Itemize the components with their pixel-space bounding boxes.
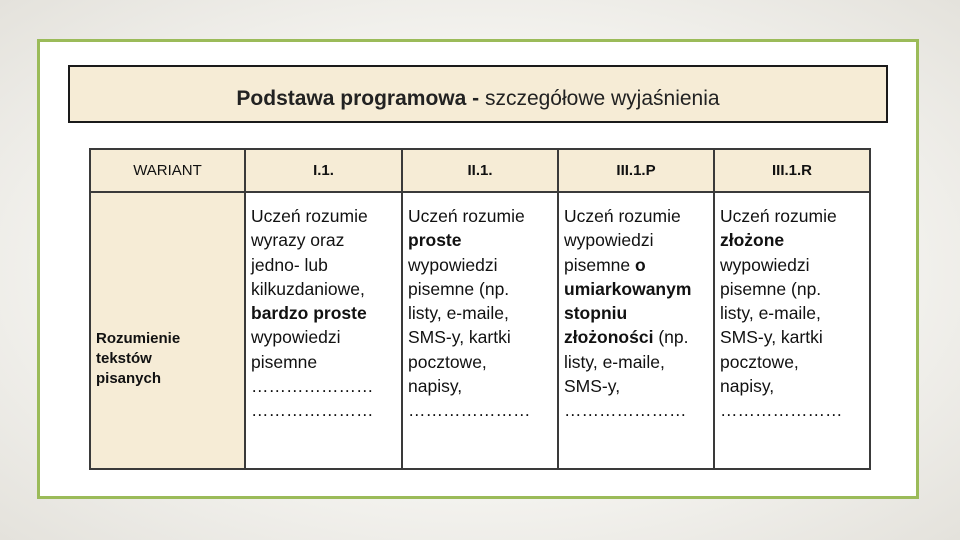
cell-line: złożoności (np. <box>564 327 689 348</box>
row-label-cell <box>90 192 245 469</box>
curriculum-table <box>89 148 871 470</box>
cell-line: ………………… <box>251 400 374 421</box>
cell-line: ………………… <box>251 376 374 397</box>
cell-line: Uczeń rozumie <box>408 206 525 226</box>
cell-line: ………………… <box>408 400 531 421</box>
cell-line: napisy, <box>408 376 463 397</box>
cell-iii1r <box>714 192 870 469</box>
cell-line: wypowiedzi <box>564 230 654 251</box>
row-label-line: Rozumienie <box>96 330 181 347</box>
cell-line: jedno- lub <box>251 254 328 275</box>
cell-line: SMS-y, kartki <box>408 327 511 348</box>
cell-line: listy, e-maile, <box>408 303 509 324</box>
header-iii1r: III.1.R <box>714 149 870 192</box>
cell-line: pisemne o <box>564 254 646 275</box>
cell-line: kilkuzdaniowe, <box>251 278 365 299</box>
cell-i1 <box>245 192 402 469</box>
cell-ii1 <box>402 192 558 469</box>
cell-line: pocztowe, <box>720 351 799 372</box>
title-box <box>68 65 888 123</box>
cell-line: wypowiedzi <box>251 327 341 348</box>
cell-line: umiarkowanym <box>564 278 692 299</box>
cell-line: wypowiedzi <box>408 254 498 275</box>
cell-line: złożone <box>720 230 785 251</box>
header-iii1p: III.1.P <box>558 149 714 192</box>
header-ii1: II.1. <box>402 149 558 192</box>
header-i1: I.1. <box>245 149 402 192</box>
header-wariant: WARIANT <box>90 149 245 192</box>
title-regular-part: szczegółowe wyjaśnienia <box>484 87 720 110</box>
cell-line: listy, e-maile, <box>720 303 821 324</box>
cell-line: pisemne <box>251 351 318 372</box>
cell-line: Uczeń rozumie <box>564 206 681 226</box>
row-label-line: pisanych <box>96 370 162 387</box>
cell-line: ………………… <box>720 400 843 421</box>
cell-line: pisemne (np. <box>720 278 822 299</box>
cell-iii1p <box>558 192 714 469</box>
cell-line: pocztowe, <box>408 351 487 372</box>
cell-line: napisy, <box>720 376 775 397</box>
cell-line: proste <box>408 230 462 251</box>
cell-line: bardzo proste <box>251 303 367 324</box>
cell-line: wyrazy oraz <box>251 230 345 251</box>
row-label-line: tekstów <box>96 350 152 367</box>
cell-line: wypowiedzi <box>720 254 810 275</box>
cell-line: pisemne (np. <box>408 278 510 299</box>
cell-line: ………………… <box>564 400 687 421</box>
cell-line: stopniu <box>564 303 628 324</box>
cell-line: Uczeń rozumie <box>251 206 368 226</box>
slide-title <box>70 87 886 111</box>
cell-line: SMS-y, <box>564 376 621 397</box>
cell-line: Uczeń rozumie <box>720 206 837 226</box>
cell-line: SMS-y, kartki <box>720 327 823 348</box>
title-bold-part: Podstawa programowa - <box>236 87 485 110</box>
cell-line: listy, e-maile, <box>564 351 665 372</box>
